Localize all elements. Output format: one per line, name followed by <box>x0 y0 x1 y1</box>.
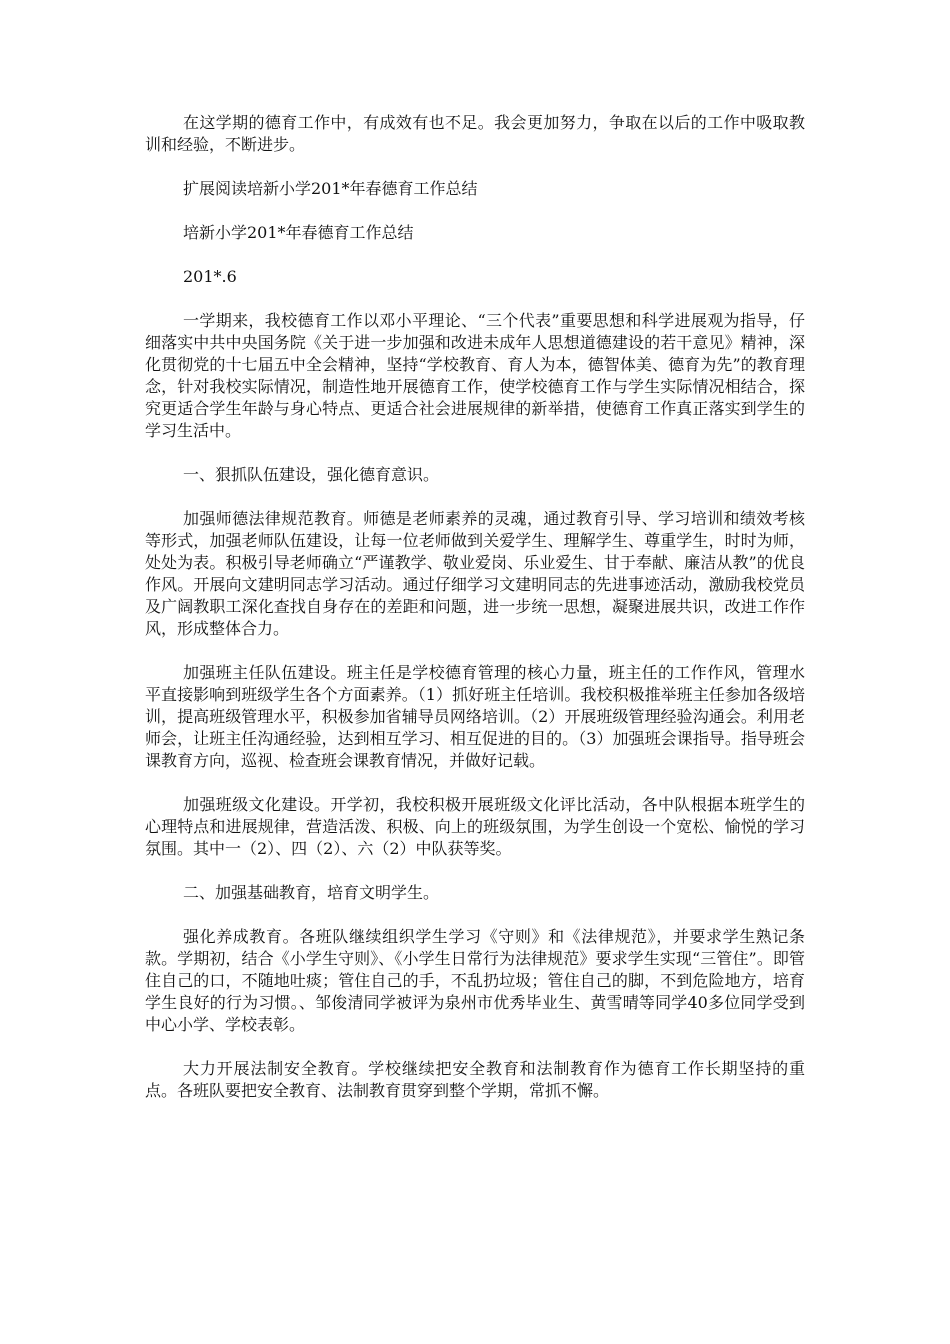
document-title: 培新小学201*年春德育工作总结 <box>183 223 414 242</box>
paragraph-extended-reading-title: 扩展阅读培新小学201*年春德育工作总结 <box>183 179 478 198</box>
section-heading-2: 二、加强基础教育，培育文明学生。 <box>183 883 440 902</box>
paragraph-intro: 一学期来，我校德育工作以邓小平理论、“三个代表”重要思想和科学进展观为指导，仔细落实中共中央国务院《关于进一步加强和改进未成年人思想道德建设的若干意见》精神，深化贯彻党的十七届五中全会精神，坚持“学校教育、育人为本，德智体美、德育为先”的教育理念，针对我校实际情况，制造性地开展德育工作，使学校德育工作与学生实际情况相结合，探究更适合学生年龄与身心特点、更适合社会进展规律的新举措，使德育工作真正落实到学生的学习生活中。 <box>145 311 805 440</box>
paragraph-class-teacher: 加强班主任队伍建设。班主任是学校德育管理的核心力量，班主任的工作作风，管理水平直接影响到班级学生各个方面素养。（1）抓好班主任培训。我校积极推举班主任参加各级培训，提高班级管理水平，积极参加省辅导员网络培训。（2）开展班级管理经验沟通会。利用老师会，让班主任沟通经验，达到相互学习、相互促进的目的。（3）加强班会课指导。指导班会课教育方向，巡视、检查班会课教育情况，并做好记载。 <box>145 663 805 770</box>
document-date: 201*.6 <box>183 267 237 286</box>
section-heading-1: 一、狠抓队伍建设，强化德育意识。 <box>183 465 440 484</box>
paragraph-class-culture: 加强班级文化建设。开学初，我校积极开展班级文化评比活动，各中队根据本班学生的心理特点和进展规律，营造活泼、积极、向上的班级氛围，为学生创设一个宽松、愉悦的学习氛围。其中一（2）、四（2）、六（2）中队获等奖。 <box>145 795 805 858</box>
paragraph-habit-education: 强化养成教育。各班队继续组织学生学习《守则》和《法律规范》，并要求学生熟记条款。学期初，结合《小学生守则》、《小学生日常行为法律规范》要求学生实现“三管住”。即管住自己的口，不随地吐痰；管住自己的手，不乱扔垃圾；管住自己的脚，不到危险地方，培育学生良好的行为习惯。、邹俊清同学被评为泉州市优秀毕业生、黄雪晴等同学40多位同学受到中心小学、学校表彰。 <box>145 927 805 1034</box>
paragraph-closing: 在这学期的德育工作中，有成效有也不足。我会更加努力，争取在以后的工作中吸取教训和经验，不断进步。 <box>145 113 805 154</box>
paragraph-safety-education: 大力开展法制安全教育。学校继续把安全教育和法制教育作为德育工作长期坚持的重点。各班队要把安全教育、法制教育贯穿到整个学期，常抓不懈。 <box>145 1059 805 1100</box>
paragraph-teacher-ethics: 加强师德法律规范教育。师德是老师素养的灵魂，通过教育引导、学习培训和绩效考核等形式，加强老师队伍建设，让每一位老师做到关爱学生、理解学生、尊重学生，时时为师，处处为表。积极引导老师确立“严谨教学、敬业爱岗、乐业爱生、甘于奉献、廉洁从教”的优良作风。开展向文建明同志学习活动。通过仔细学习文建明同志的先进事迹活动，激励我校党员及广阔教职工深化查找自身存在的差距和问题，进一步统一思想，凝聚进展共识，改进工作作风，形成整体合力。 <box>145 509 805 638</box>
document-body <box>145 112 805 1124</box>
